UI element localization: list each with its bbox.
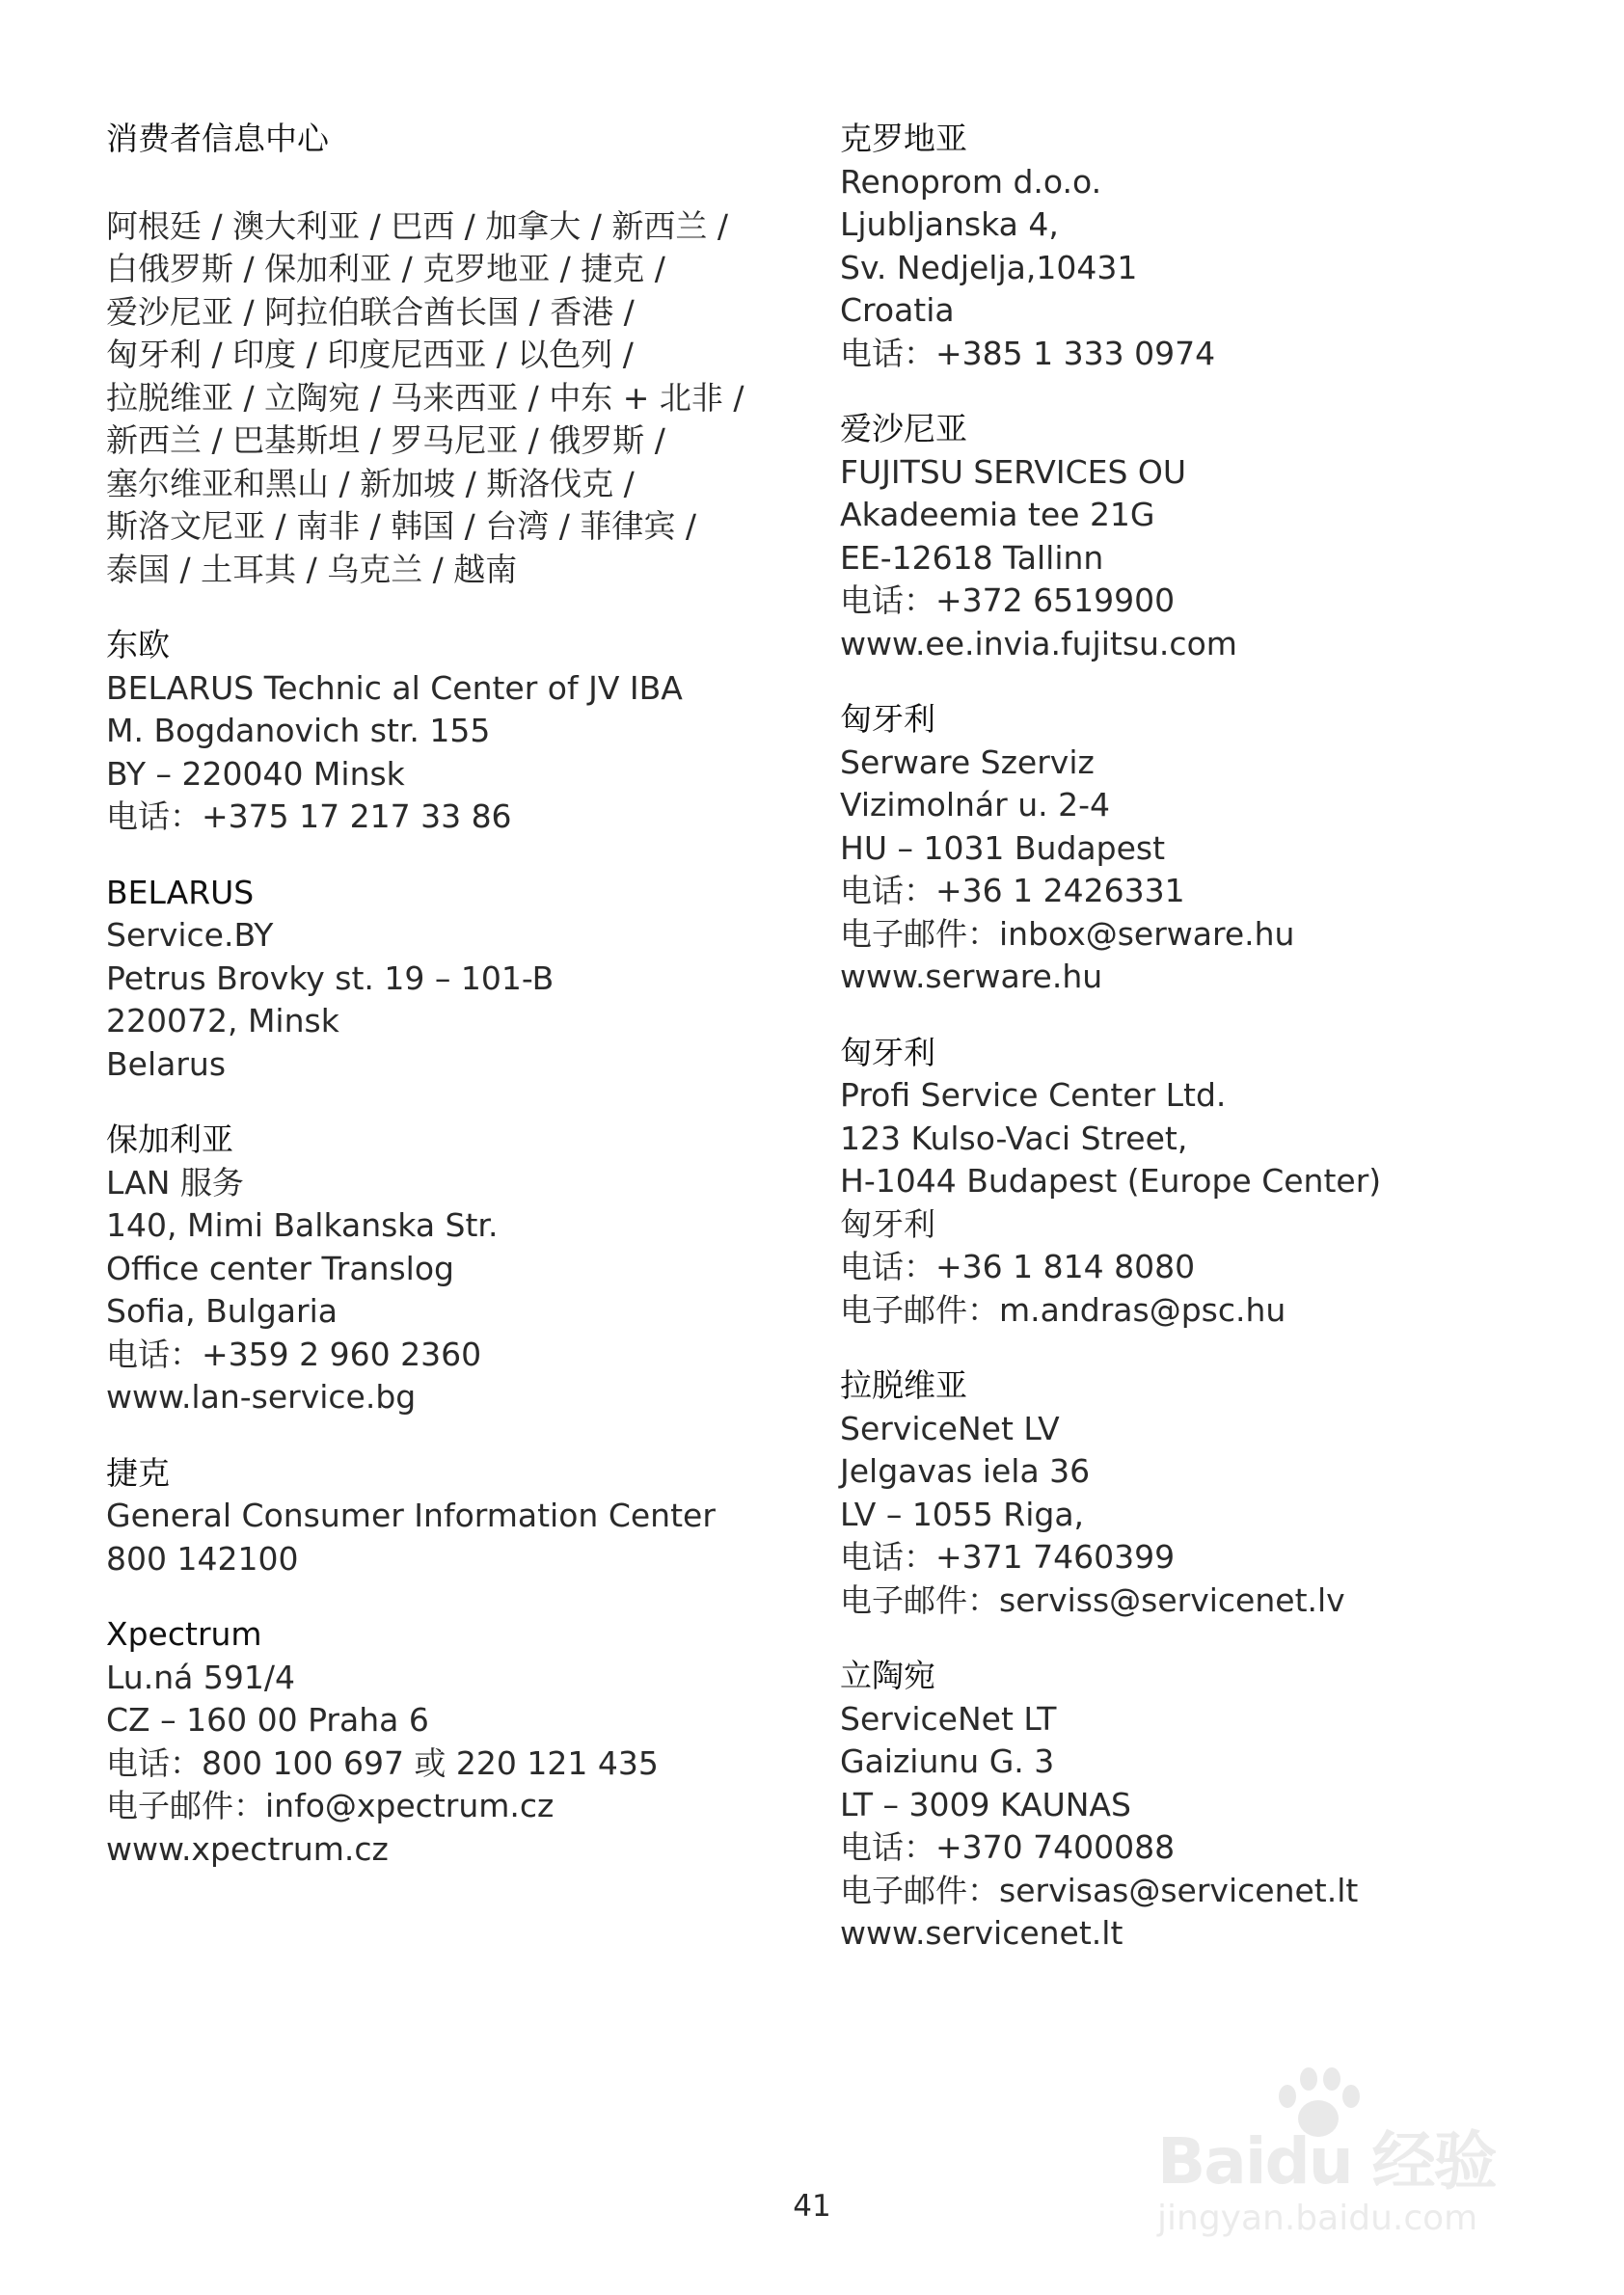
address-line: M. Bogdanovich str. 155 [106, 712, 491, 749]
address-line: Lu.ná 591/4 [106, 1658, 295, 1696]
country-list-line: 斯洛文尼亚 / 南非 / 韩国 / 台湾 / 菲律宾 / [106, 507, 696, 545]
address-line: ServiceNet LT [840, 1699, 1057, 1738]
phone-line: 电话：800 100 697 或 220 121 435 [106, 1743, 659, 1782]
section-heading: 爱沙尼亚 [840, 410, 967, 447]
country-list-line: 匈牙利 / 印度 / 印度尼西亚 / 以色列 / [106, 336, 634, 373]
contact-section [840, 1032, 1554, 1333]
address-line: Croatia [840, 291, 955, 329]
address-line: Sv. Nedjelja,10431 [840, 248, 1138, 286]
address-line: Ljubljanska 4, [840, 205, 1059, 243]
email-line: 电子邮件：info@xpectrum.cz [106, 1787, 555, 1824]
phone-line: 电话：+370 7400088 [840, 1828, 1176, 1866]
country-list-line: 泰国 / 土耳其 / 乌克兰 / 越南 [106, 550, 518, 588]
address-line: 140, Mimi Balkanska Str. [106, 1206, 499, 1244]
email-line: 电子邮件：m.andras@psc.hu [840, 1290, 1286, 1329]
address-line: HU – 1031 Budapest [840, 828, 1166, 867]
address-line: Akadeemia tee 21G [840, 496, 1155, 533]
section-heading: 立陶宛 [840, 1657, 935, 1694]
address-line: LV – 1055 Riga, [840, 1495, 1085, 1533]
baidu-watermark [1157, 2064, 1562, 2256]
phone-line: 电话：+359 2 960 2360 [106, 1335, 482, 1373]
contact-section [840, 1655, 1554, 1956]
address-line: Service.BY [106, 916, 274, 954]
country-list-line: 白俄罗斯 / 保加利亚 / 克罗地亚 / 捷克 / [106, 250, 665, 287]
address-line: LAN 服务 [106, 1163, 244, 1202]
website-line: www.lan-service.bg [106, 1378, 417, 1416]
intro-heading: 消费者信息中心 [106, 120, 329, 157]
country-list-line: 阿根廷 / 澳大利亚 / 巴西 / 加拿大 / 新西兰 / [106, 206, 728, 245]
phone-line: 电话：+36 1 814 8080 [840, 1248, 1196, 1285]
left-column [106, 118, 820, 1904]
address-line: 匈牙利 [840, 1204, 935, 1243]
website-line: www.serware.hu [840, 958, 1103, 995]
country-list-line: 塞尔维亚和黑山 / 新加坡 / 斯洛伐克 / [106, 464, 635, 502]
section-heading: 保加利亚 [106, 1120, 233, 1158]
address-line: Serware Szerviz [840, 742, 1095, 781]
address-line: Sofia, Bulgaria [106, 1292, 338, 1330]
contact-section [106, 1452, 820, 1581]
email-line: 电子邮件：serviss@servicenet.lv [840, 1580, 1345, 1619]
address-line: FUJITSU SERVICES OU [840, 452, 1187, 491]
section-heading: 捷克 [106, 1453, 170, 1492]
section-heading: 匈牙利 [840, 700, 935, 738]
address-line: 220072, Minsk [106, 1002, 339, 1040]
section-heading: BELARUS [106, 873, 255, 911]
address-line: BELARUS Technic al Center of JV IBA [106, 668, 683, 707]
country-list-line: 新西兰 / 巴基斯坦 / 罗马尼亚 / 俄罗斯 / [106, 421, 665, 459]
email-line: 电子邮件：servisas@servicenet.lt [840, 1871, 1359, 1909]
address-line: EE-12618 Tallinn [840, 538, 1104, 577]
contact-section [106, 872, 820, 1087]
address-line: Jelgavas iela 36 [840, 1452, 1091, 1490]
intro-section [106, 118, 820, 591]
email-line: 电子邮件：inbox@serware.hu [840, 914, 1295, 953]
address-line: Vizimolnár u. 2-4 [840, 786, 1111, 824]
address-line: LT – 3009 KAUNAS [840, 1785, 1131, 1823]
website-line: www.ee.invia.fujitsu.com [840, 624, 1237, 662]
address-line: Gaiziunu G. 3 [840, 1742, 1055, 1780]
phone-line: 电话：+371 7460399 [840, 1538, 1176, 1576]
page-number: 41 [793, 2189, 831, 2224]
phone-line: 电话：+375 17 217 33 86 [106, 797, 512, 835]
address-line: Profi Service Center Ltd. [840, 1076, 1227, 1114]
section-heading: 拉脱维亚 [840, 1366, 967, 1404]
address-line: Belarus [106, 1044, 227, 1083]
website-line: www.servicenet.lt [840, 1914, 1123, 1952]
address-line: General Consumer Information Center [106, 1497, 716, 1534]
contact-section [106, 1119, 820, 1419]
country-list-line: 爱沙尼亚 / 阿拉伯联合酋长国 / 香港 / [106, 292, 635, 331]
contact-section [106, 624, 820, 839]
address-line: BY – 220040 Minsk [106, 754, 405, 793]
contact-section [840, 118, 1554, 375]
address-line: CZ – 160 00 Praha 6 [106, 1701, 429, 1739]
country-list-line: 拉脱维亚 / 立陶宛 / 马来西亚 / 中东 + 北非 / [106, 378, 744, 417]
contact-section [840, 408, 1554, 665]
address-line: Office center Translog [106, 1249, 454, 1287]
section-heading: 东欧 [106, 626, 170, 663]
phone-line: 电话：+385 1 333 0974 [840, 334, 1216, 372]
section-heading: 克罗地亚 [840, 120, 967, 157]
watermark-logo-text: Baidu 经验 [1157, 2124, 1496, 2199]
website-line: www.xpectrum.cz [106, 1829, 389, 1868]
phone-line: 电话：+372 6519900 [840, 581, 1176, 619]
watermark-url: jingyan.baidu.com [1157, 2199, 1478, 2238]
contact-section [840, 1364, 1554, 1622]
section-heading: 匈牙利 [840, 1033, 935, 1071]
address-line: H-1044 Budapest (Europe Center) [840, 1162, 1382, 1200]
phone-line: 电话：+36 1 2426331 [840, 872, 1185, 909]
contact-section [106, 1613, 820, 1871]
contact-section [840, 698, 1554, 999]
phone-line: 800 142100 [106, 1539, 299, 1578]
section-heading: Xpectrum [106, 1615, 262, 1653]
address-line: Petrus Brovky st. 19 – 101-B [106, 958, 555, 997]
right-column [840, 118, 1554, 1988]
address-line: 123 Kulso-Vaci Street, [840, 1119, 1188, 1157]
address-line: ServiceNet LV [840, 1409, 1060, 1447]
address-line: Renoprom d.o.o. [840, 162, 1102, 201]
